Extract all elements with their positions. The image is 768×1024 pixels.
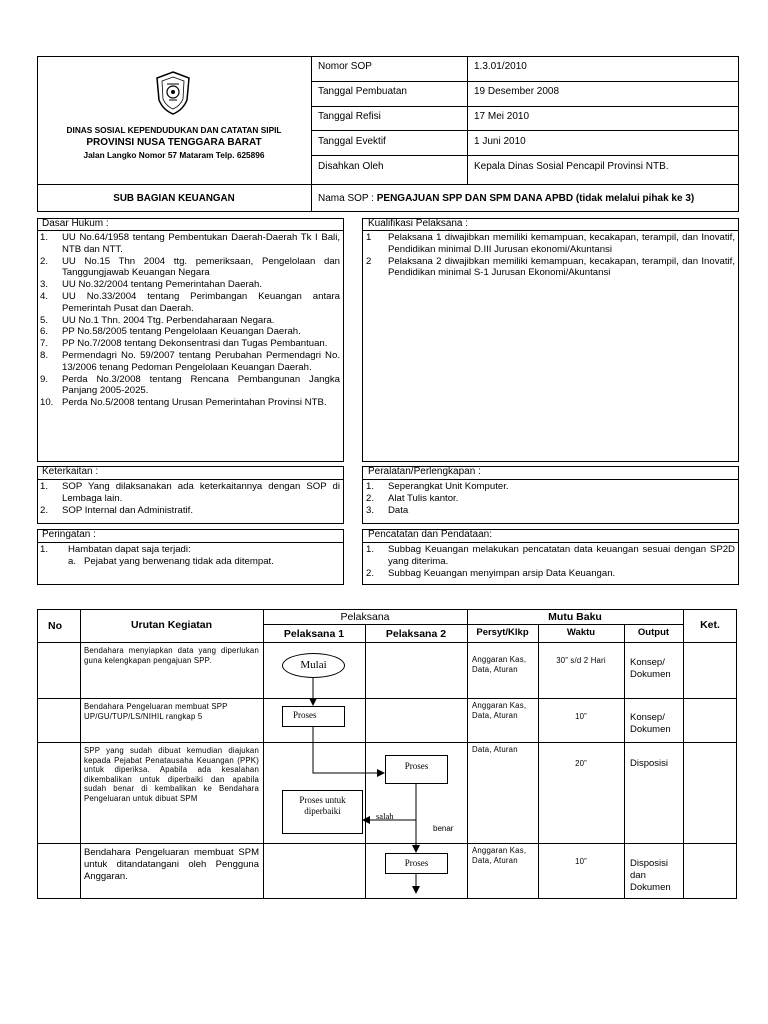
table-row-2-persyt: Anggaran Kas, Data, Aturan (472, 701, 527, 720)
col-ket: Ket. (700, 619, 720, 631)
table-row-1-output: Konsep/ Dokumen (630, 657, 671, 680)
approved-by-label: Disahkan Oleh (318, 161, 384, 172)
table-row-3-output: Disposisi (630, 758, 669, 769)
sop-number-label: Nomor SOP (318, 61, 372, 72)
section-name: SUB BAGIAN KEUANGAN (113, 193, 235, 204)
kualifikasi-item: 1 Pelaksana 1 diwajibkan memiliki kemampuan, kecakapan, terampil, dan Inovatif, Pendidikan minimal D.III Jurusan ekonomi/Akuntansi (366, 232, 735, 255)
peralatan-item: 2. Alat Tulis kantor. (366, 492, 459, 504)
kualifikasi-item: 2 Pelaksana 2 diwajibkan memiliki kemampuan, kecakapan, terampil, dan Inovatif, Pendidikan minimal S-1 Jurusan Ekonomi/Akuntansi (366, 255, 735, 279)
flow-label-benar: benar (433, 824, 454, 833)
table-row-3-waktu: 20” (575, 759, 587, 768)
table-row-3-urutan: SPP yang sudah dibuat kemudian diajukan kepada Pejabat Penatausaha Keuangan (PPK) untuk diperiksa. Apabila ada kesalahan dikembalikan untuk diperbaiki dan apabila sudah benar di kembalikan ke Bendahara Pengeluaran untuk dibuat SPM (84, 746, 259, 803)
table-row-4-persyt: Anggaran Kas, Data, Aturan (472, 846, 527, 865)
col-no: No (48, 620, 62, 632)
flow-proses-perbaikan: Proses untuk diperbaiki (282, 790, 363, 834)
approved-by-value: Kepala Dinas Sosial Pencapil Provinsi NTB. (474, 161, 669, 172)
col-mutu-baku: Mutu Baku (548, 611, 602, 623)
table-row-3-persyt: Data, Aturan (472, 745, 518, 754)
pencatatan-item: 2. Subbag Keuangan menyimpan arsip Data Keuangan. (366, 567, 616, 579)
date-created-value: 19 Desember 2008 (474, 86, 560, 97)
dasar-hukum-item: 9. Perda No.3/2008 tentang Rencana Pembangunan Jangka Panjang 2005-2025. (40, 373, 340, 397)
dasar-hukum-item: 1. UU No.64/1958 tentang Pembentukan Daerah-Daerah Tk I Bali, NTB dan NTT. (40, 232, 340, 255)
col-urutan: Urutan Kegiatan (130, 619, 213, 631)
peralatan-item: 3. Data (366, 504, 409, 516)
table-row-4-output: Disposisi dan Dokumen (630, 858, 671, 893)
table-row-2-waktu: 10” (575, 712, 587, 721)
table-row-4-waktu: 10” (575, 857, 587, 866)
flow-proses-3: Proses (385, 853, 448, 874)
org-line-3: Jalan Langko Nomor 57 Mataram Telp. 625896 (83, 150, 265, 160)
kualifikasi-title: Kualifikasi Pelaksana : (368, 218, 469, 229)
keterkaitan-title: Keterkaitan : (42, 466, 99, 477)
table-row-1-urutan: Bendahara menyiapkan data yang diperlukan guna kelengkapan pengajuan SPP. (84, 646, 259, 665)
table-row-1-persyt: Anggaran Kas, Data, Aturan (472, 655, 527, 674)
table-row-2-urutan: Bendahara Pengeluaran membuat SPP UP/GU/TUP/LS/NIHIL rangkap 5 (84, 702, 228, 721)
org-line-1: DINAS SOSIAL KEPENDUDUKAN DAN CATATAN SIPIL (66, 125, 282, 135)
peralatan-title: Peralatan/Perlengkapan : (368, 466, 481, 477)
col-output: Output (637, 627, 670, 638)
date-revised-label: Tanggal Refisi (318, 111, 381, 122)
table-row-2-output: Konsep/ Dokumen (630, 712, 671, 735)
col-pelaksana-1: Pelaksana 1 (283, 628, 345, 640)
date-revised-value: 17 Mei 2010 (474, 111, 530, 122)
flow-proses-2: Proses (385, 755, 448, 784)
date-created-label: Tanggal Pembuatan (318, 86, 407, 97)
pencatatan-title: Pencatatan dan Pendataan: (368, 529, 492, 540)
dasar-hukum-item: 8. Permendagri No. 59/2007 tentang Perubahan Permendagri No. 13/2006 tenang Pedoman Pengelolaan Keuangan Daerah. (40, 349, 340, 373)
flow-label-salah: salah (376, 811, 394, 821)
col-persyt: Persyt/Klkp (476, 627, 529, 638)
peralatan-item: 1. Seperangkat Unit Komputer. (366, 481, 509, 492)
keterkaitan-item: 2. SOP Internal dan Administratif. (40, 504, 194, 516)
peringatan-item: Hambatan dapat saja terjadi: (68, 544, 191, 555)
dasar-hukum-item: 3. UU No.32/2004 tentang Pemerintahan Daerah. (40, 279, 262, 291)
sop-name-label: Nama SOP : (318, 193, 374, 204)
dasar-hukum-title: Dasar Hukum : (42, 218, 109, 229)
peringatan-list: 1. Hambatan dapat saja terjadi: a. Pejabat yang berwenang tidak ada ditempat. (40, 544, 340, 568)
keterkaitan-item: 1. SOP Yang dilaksanakan ada keterkaitannya dengan SOP di Lembaga lain. (40, 481, 340, 504)
dasar-hukum-item: 5. UU No.1 Thn. 2004 Ttg. Perbendaharaan Negara. (40, 314, 275, 326)
dasar-hukum-item: 4. UU No.33/2004 tentang Perimbangan Keuangan antara Pemerintah Pusat dan Daerah. (40, 290, 340, 314)
flow-start: Mulai (282, 653, 345, 678)
col-pelaksana: Pelaksana (340, 611, 390, 623)
dasar-hukum-item: 7. PP No.7/2008 tentang Dekonsentrasi dan Tugas Pembantuan. (40, 338, 328, 350)
dasar-hukum-item: 6. PP No.58/2005 tentang Pengelolaan Keuangan Daerah. (40, 326, 301, 338)
org-line-2: PROVINSI NUSA TENGGARA BARAT (86, 137, 262, 148)
pencatatan-item: 1. Subbag Keuangan melakukan pencatatan data keuangan sesuai dengan SP2D yang diterima. (366, 544, 735, 567)
date-effective-value: 1 Juni 2010 (474, 136, 526, 147)
table-row-4-urutan: Bendahara Pengeluaran membuat SPM untuk ditandatangani oleh Pengguna Anggaran. (84, 847, 259, 882)
date-effective-label: Tanggal Evektif (318, 136, 386, 147)
peringatan-title: Peringatan : (42, 529, 96, 540)
peringatan-sub-item: Pejabat yang berwenang tidak ada ditempat. (84, 555, 274, 567)
flow-proses-1: Proses (282, 706, 345, 727)
table-row-1-waktu: 30” s/d 2 Hari (556, 656, 606, 665)
sop-name-value: PENGAJUAN SPP DAN SPM DANA APBD (tidak melalui pihak ke 3) (376, 193, 695, 204)
col-pelaksana-2: Pelaksana 2 (385, 628, 447, 640)
sop-number-value: 1.3.01/2010 (474, 61, 527, 72)
dasar-hukum-item: 10. Perda No.5/2008 tentang Urusan Pemerintahan Provinsi NTB. (40, 397, 327, 409)
dasar-hukum-item: 2. UU No.15 Thn 2004 ttg. pemeriksaan, Pengelolaan dan Tanggungjawab Keuangan Negara (40, 255, 340, 279)
col-waktu: Waktu (566, 627, 596, 638)
